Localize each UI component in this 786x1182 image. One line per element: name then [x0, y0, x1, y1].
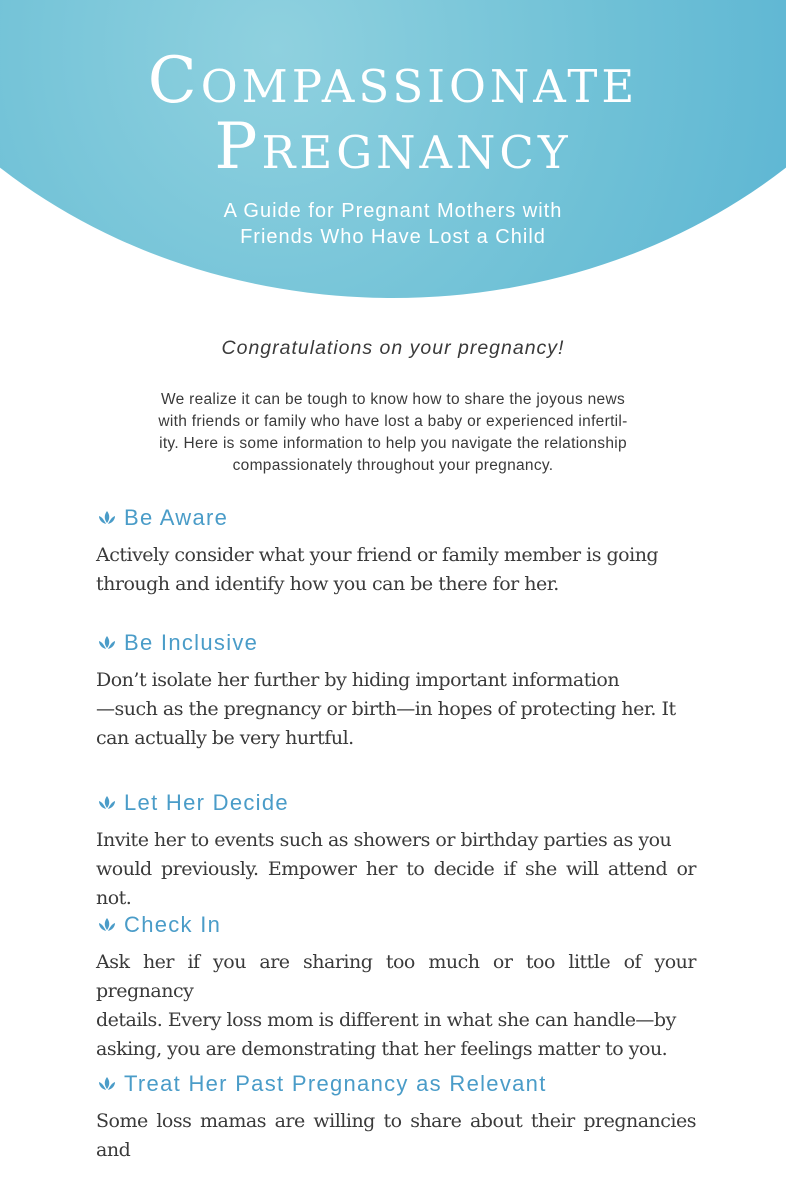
- subtitle-line-1: A Guide for Pregnant Mothers with: [223, 200, 563, 222]
- body-line: asking, you are demonstrating that her feelings matter to you.: [96, 1038, 668, 1060]
- section-body: [96, 826, 696, 913]
- body-line: Some loss mamas are willing to share about their pregnancies and: [96, 1110, 696, 1161]
- lotus-icon: [96, 916, 118, 934]
- body-line: Invite her to events such as showers or birthday parties as you: [96, 829, 672, 851]
- body-line: can actually be very hurtful.: [96, 727, 354, 749]
- section-heading: [96, 503, 696, 533]
- body-line: Actively consider what your friend or family member is going: [96, 544, 659, 566]
- intro-line: compassionately throughout your pregnancy.: [232, 457, 554, 474]
- section-body: [96, 948, 696, 1064]
- intro-heading: Congratulations on your pregnancy!: [221, 337, 565, 359]
- intro-line: with friends or family who have lost a baby or experienced infertil-: [158, 413, 628, 430]
- section-check-in: [96, 910, 696, 1064]
- section-heading: [96, 788, 696, 818]
- section-be-aware: [96, 503, 696, 599]
- title-line-2: Pregnancy: [214, 110, 572, 184]
- section-title: Check In: [124, 912, 222, 937]
- intro-paragraph: [86, 389, 700, 477]
- title-line-1: Compassionate: [147, 44, 639, 118]
- lotus-icon: [96, 509, 118, 527]
- body-line: through and identify how you can be there for her.: [96, 573, 559, 595]
- intro-line: We realize it can be tough to know how to share the joyous news: [160, 391, 626, 408]
- section-title: Be Aware: [124, 505, 229, 530]
- section-body: [96, 666, 696, 753]
- lotus-icon: [96, 634, 118, 652]
- body-line: details. Every loss mom is different in what she can handle—by: [96, 1009, 676, 1031]
- body-line: would previously. Empower her to decide if she will attend or not.: [96, 858, 696, 909]
- section-treat-her-past-pregnancy: [96, 1069, 696, 1165]
- section-title: Be Inclusive: [124, 630, 259, 655]
- lotus-icon: [96, 1075, 118, 1093]
- section-heading: [96, 628, 696, 658]
- body-line: —such as the pregnancy or birth—in hopes of protecting her. It: [96, 698, 676, 720]
- body-line: Don’t isolate her further by hiding important information: [96, 669, 620, 691]
- lotus-icon: [96, 794, 118, 812]
- section-heading: [96, 910, 696, 940]
- page-title: [0, 0, 786, 184]
- intro-line: ity. Here is some information to help you navigate the relationship: [159, 435, 627, 452]
- section-body: [96, 541, 696, 599]
- header: [0, 0, 786, 300]
- section-title: Let Her Decide: [124, 790, 289, 815]
- page-subtitle: [0, 198, 786, 250]
- body-line: Ask her if you are sharing too much or too little of your pregnancy: [96, 951, 696, 1002]
- section-let-her-decide: [96, 788, 696, 913]
- section-title: Treat Her Past Pregnancy as Relevant: [124, 1071, 547, 1096]
- section-heading: [96, 1069, 696, 1099]
- section-be-inclusive: [96, 628, 696, 753]
- subtitle-line-2: Friends Who Have Lost a Child: [240, 226, 546, 248]
- section-body: [96, 1107, 696, 1165]
